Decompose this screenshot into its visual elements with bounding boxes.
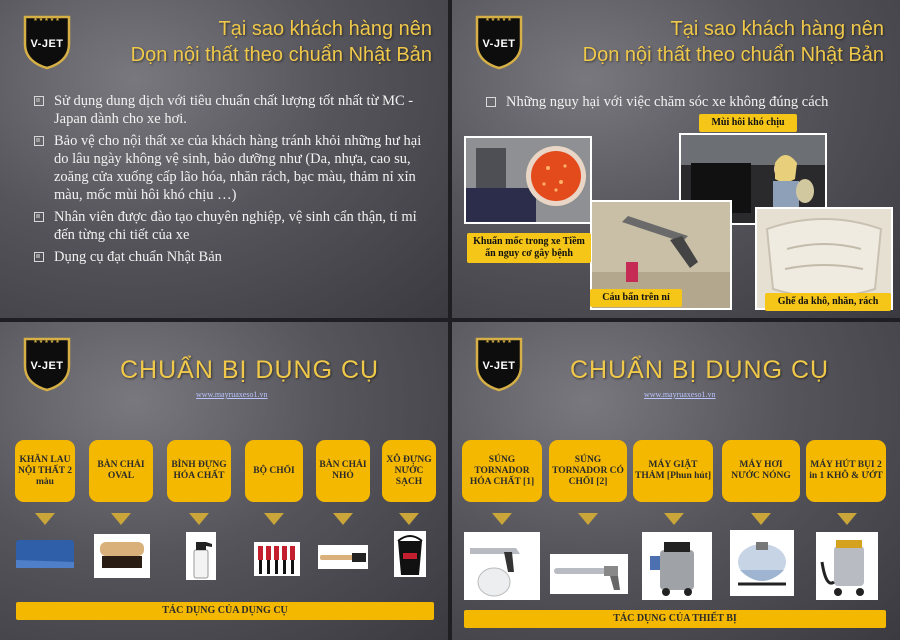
tornador-chemical-image	[464, 532, 540, 600]
list-item: Nhân viên được đào tạo chuyên nghiệp, vệ sinh cẩn thận, tỉ mỉ đến từng chi tiết của xe	[34, 208, 424, 244]
down-arrow-icon	[837, 513, 857, 525]
tool-card-bucket: XÔ ĐỰNG NƯỚC SẠCH	[382, 440, 436, 502]
spray-bottle-image	[186, 532, 216, 580]
equipment-purpose-bar: TÁC DỤNG CỦA THIẾT BỊ	[464, 610, 886, 628]
equipment-card-vacuum: MÁY HÚT BỤI 2 in 1 KHÔ & ƯỚT	[806, 440, 886, 502]
down-arrow-icon	[35, 513, 55, 525]
tool-card-brush-set: BỘ CHỔI	[245, 440, 303, 502]
mold-photo	[464, 136, 592, 224]
down-arrow-icon	[664, 513, 684, 525]
bucket-image	[394, 531, 426, 577]
vjet-logo: ★★★★★ V-JET	[22, 14, 72, 70]
slide-title: Tại sao khách hàng nên Dọn nội thất theo chuẩn Nhật Bản	[582, 18, 884, 66]
bullet-list	[34, 92, 424, 270]
slide-equipment	[452, 322, 900, 640]
dirt-callout: Cáu bẩn trên nỉ	[590, 289, 682, 307]
slide-title: CHUẨN BỊ DỤNG CỤ	[570, 356, 830, 384]
smell-callout: Mùi hôi khó chịu	[699, 114, 797, 132]
slide-title: CHUẨN BỊ DỤNG CỤ	[120, 356, 380, 384]
down-arrow-icon	[111, 513, 131, 525]
website-link[interactable]: www.mayruaxeso1.vn	[644, 390, 716, 399]
down-arrow-icon	[399, 513, 419, 525]
tornador-brush-image	[550, 554, 628, 594]
leather-callout: Ghế da khô, nhăn, rách	[765, 293, 891, 311]
small-brush-image	[318, 545, 368, 569]
tool-card-towel: KHĂN LAU NỘI THẤT 2 màu	[15, 440, 75, 502]
down-arrow-icon	[492, 513, 512, 525]
equipment-card-carpet-washer: MÁY GIẶT THẢM [Phun hút]	[633, 440, 713, 502]
mold-callout: Khuẩn mốc trong xe Tiềm ẩn nguy cơ gây bệnh	[467, 233, 591, 263]
slide-risks	[452, 0, 900, 318]
list-item: Sử dụng dung dịch với tiêu chuẩn chất lượng tốt nhất từ MC - Japan dành cho xe hơi.	[34, 92, 424, 128]
logo-brand: V-JET	[30, 38, 64, 50]
slide-why-customers	[0, 0, 448, 318]
tool-card-spray-bottle: BÌNH ĐỰNG HÓA CHẤT	[167, 440, 231, 502]
brush-set-image	[254, 542, 300, 576]
logo-brand: V-JET	[482, 38, 516, 50]
vjet-logo: ★★★★★ V-JET	[474, 336, 524, 392]
down-arrow-icon	[264, 513, 284, 525]
logo-brand: V-JET	[482, 360, 516, 372]
vjet-logo: ★★★★★ V-JET	[22, 336, 72, 392]
slide-tools	[0, 322, 448, 640]
list-item: Bảo vệ cho nội thất xe của khách hàng tránh khỏi những hư hại do lâu ngày không vệ sinh, bảo dưỡng như (Da, nhựa, cao su, zoăng cửa xuống cấp lão hóa, nhăn rách, bạc màu, thảm nỉ xỉn màu, mốc mùi hôi khó chịu …)	[34, 132, 424, 204]
carpet-washer-image	[642, 532, 712, 600]
tools-purpose-bar: TÁC DỤNG CỦA DỤNG CỤ	[16, 602, 434, 620]
logo-brand: V-JET	[30, 360, 64, 372]
equipment-card-steam-machine: MÁY HƠI NƯỚC NÓNG	[722, 440, 800, 502]
down-arrow-icon	[578, 513, 598, 525]
vacuum-image	[816, 532, 878, 600]
list-item: Dụng cụ đạt chuẩn Nhật Bản	[34, 248, 424, 266]
steam-machine-image	[730, 530, 794, 596]
down-arrow-icon	[751, 513, 771, 525]
down-arrow-icon	[189, 513, 209, 525]
risk-bullet: Những nguy hại với việc chăm sóc xe không đúng cách	[486, 93, 866, 111]
vjet-logo: ★★★★★ V-JET	[474, 14, 524, 70]
tool-card-small-brush: BÀN CHẢI NHỎ	[316, 440, 370, 502]
equipment-card-tornador-chemical: SÚNG TORNADOR HÓA CHẤT [1]	[462, 440, 542, 502]
oval-brush-image	[94, 534, 150, 578]
equipment-card-tornador-brush: SÚNG TORNADOR CÓ CHỔI [2]	[549, 440, 627, 502]
slide-title: Tại sao khách hàng nên Dọn nội thất theo chuẩn Nhật Bản	[130, 18, 432, 66]
towel-image	[14, 536, 76, 572]
down-arrow-icon	[333, 513, 353, 525]
website-link[interactable]: www.mayruaxeso1.vn	[196, 390, 268, 399]
tool-card-oval-brush: BÀN CHẢI OVAL	[89, 440, 153, 502]
